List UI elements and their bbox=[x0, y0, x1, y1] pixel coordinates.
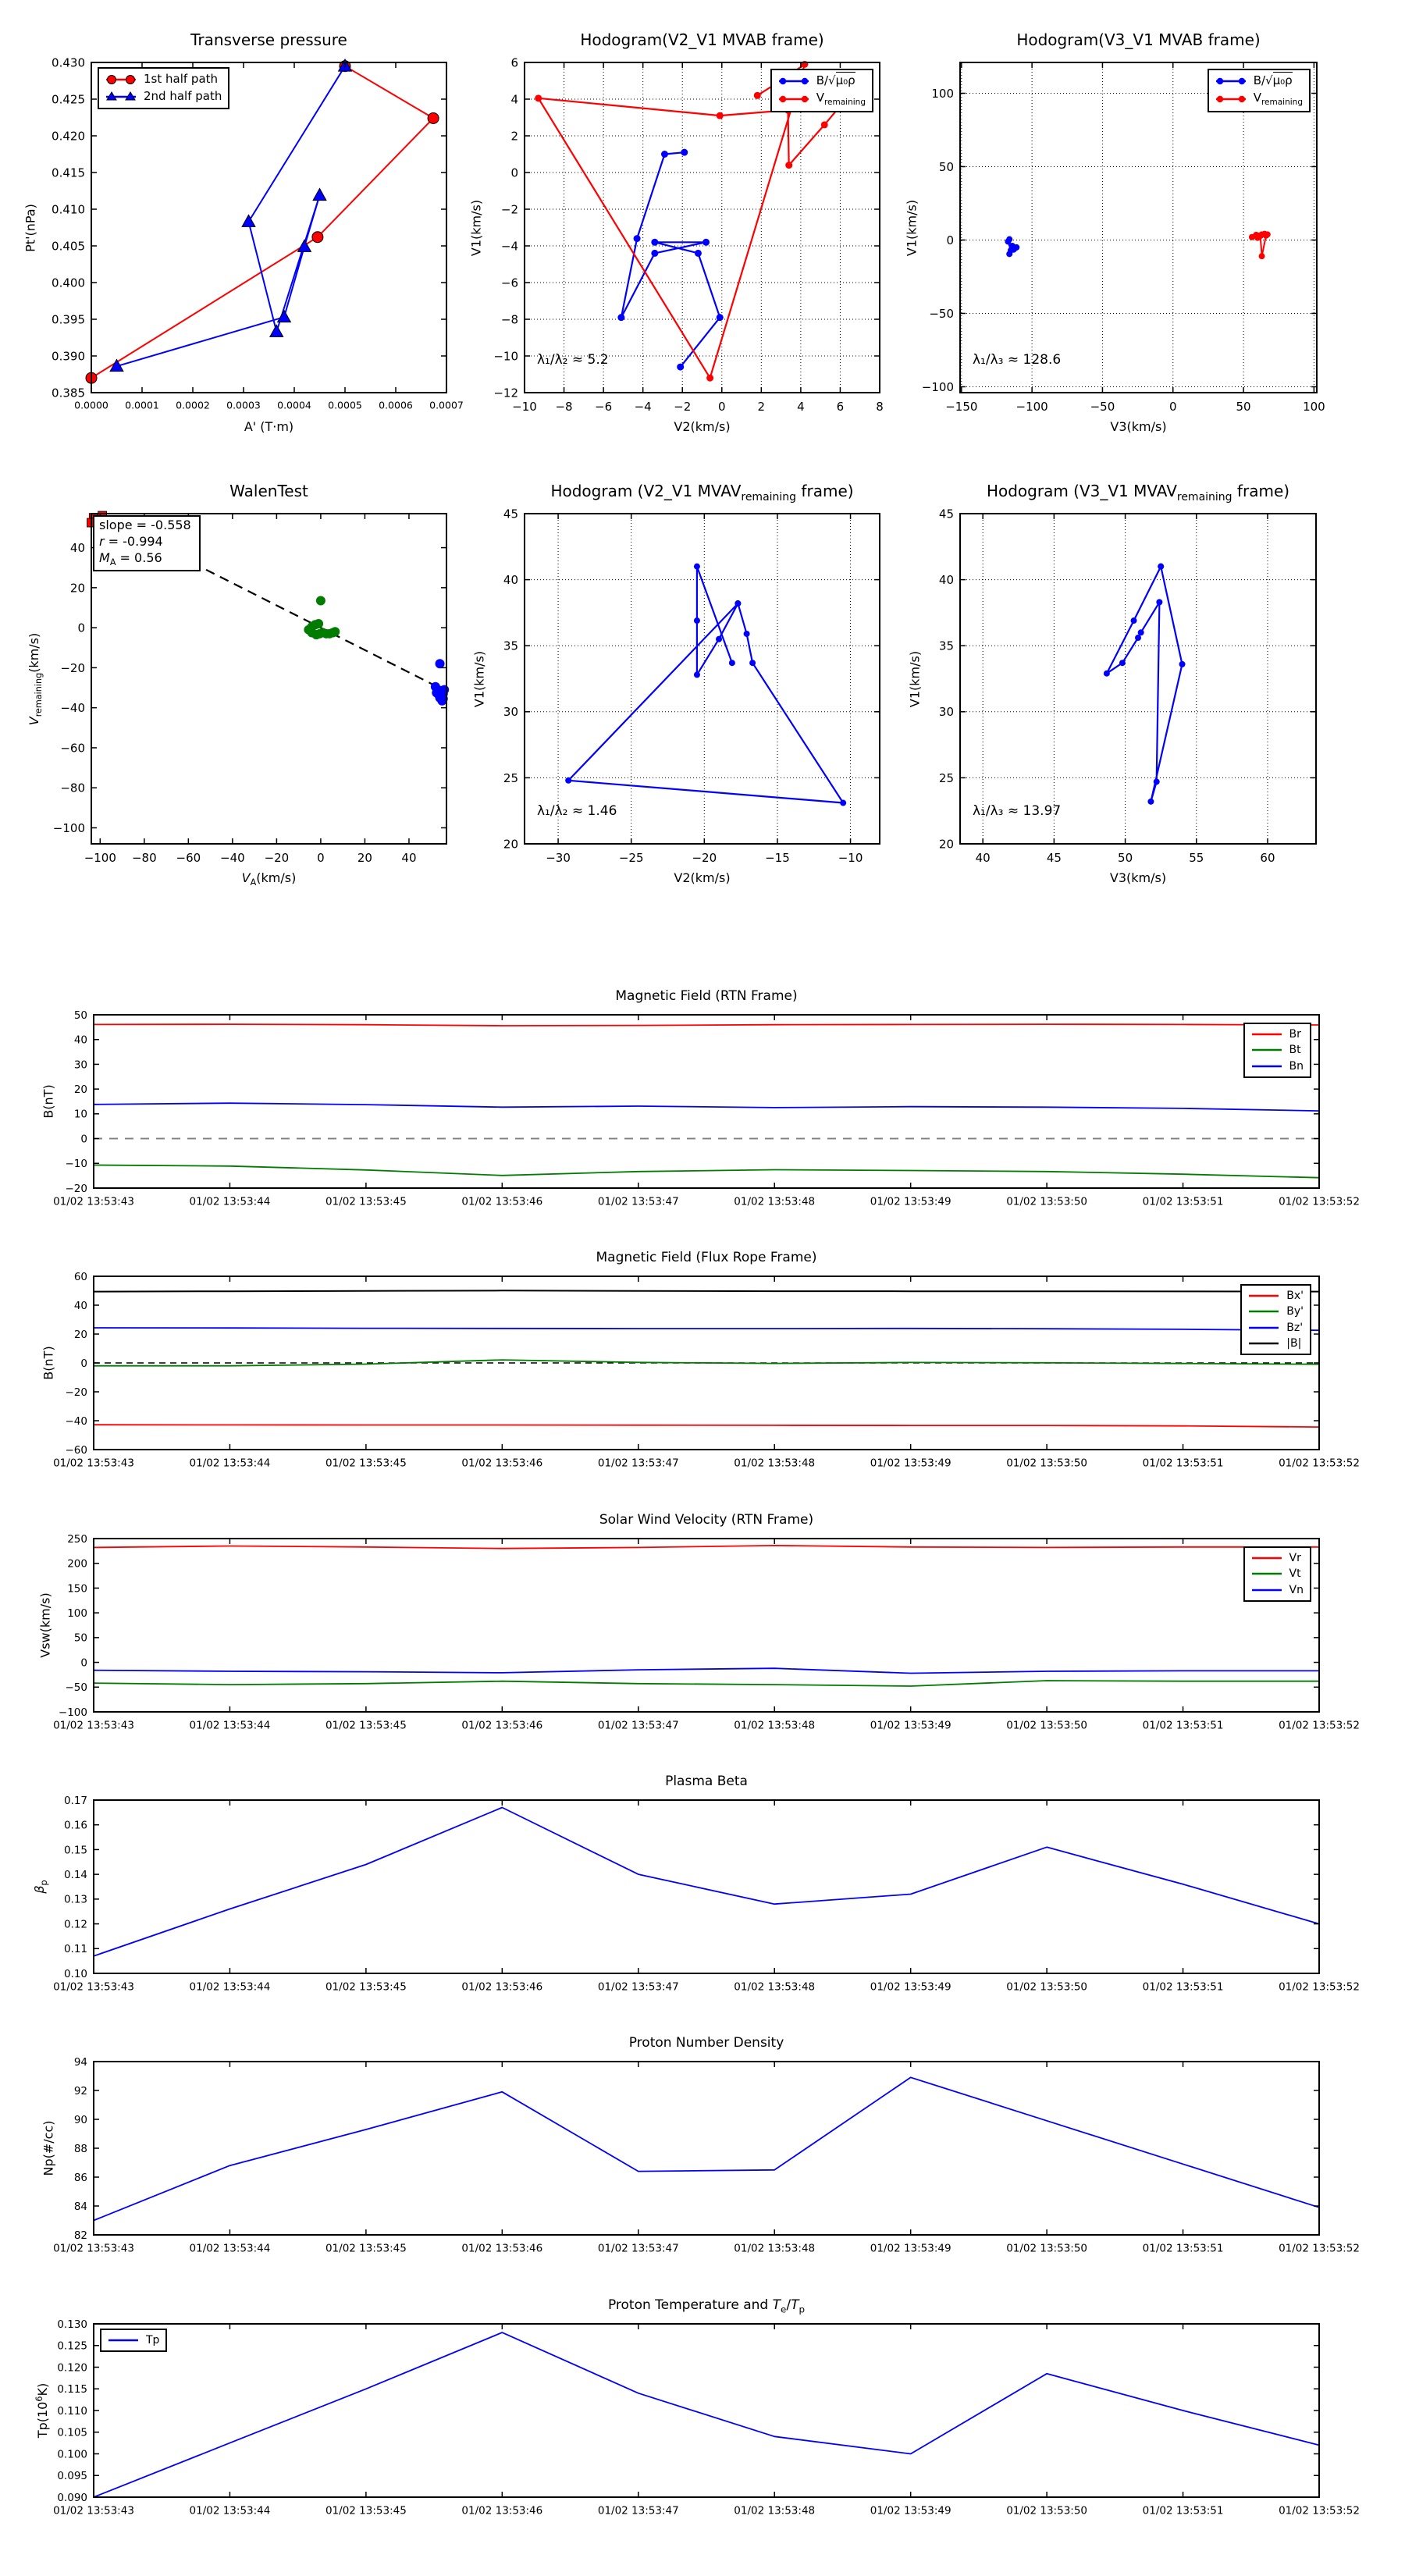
svg-text:01/02 13:53:51: 01/02 13:53:51 bbox=[1142, 1980, 1224, 1994]
hodogram-v2v1-mvab-legend-label-0: B/√μ₀ρ bbox=[816, 73, 855, 87]
hodogram-v3v1-mvab-legend-entry-1 bbox=[1214, 90, 1303, 109]
svg-text:60: 60 bbox=[73, 1270, 87, 1283]
hodogram-v2v1-mvab-xlabel: V2(km/s) bbox=[674, 419, 731, 434]
svg-text:01/02 13:53:47: 01/02 13:53:47 bbox=[597, 1457, 679, 1470]
svg-text:20: 20 bbox=[357, 851, 372, 865]
svg-text:150: 150 bbox=[67, 1582, 87, 1596]
svg-text:01/02 13:53:49: 01/02 13:53:49 bbox=[870, 2242, 951, 2255]
svg-text:01/02 13:53:50: 01/02 13:53:50 bbox=[1006, 2504, 1088, 2517]
hodogram-v2v1-mvab-title: Hodogram(V2_V1 MVAB frame) bbox=[580, 30, 824, 49]
magnetic-field-fluxrope-legend-entry-1 bbox=[1247, 1304, 1304, 1319]
transverse-pressure-legend bbox=[98, 67, 229, 109]
svg-text:01/02 13:53:51: 01/02 13:53:51 bbox=[1142, 1719, 1224, 1732]
svg-text:01/02 13:53:43: 01/02 13:53:43 bbox=[53, 1457, 134, 1470]
svg-text:01/02 13:53:48: 01/02 13:53:48 bbox=[734, 2504, 816, 2517]
svg-text:01/02 13:53:51: 01/02 13:53:51 bbox=[1142, 2242, 1224, 2255]
svg-text:−30: −30 bbox=[546, 851, 571, 865]
svg-text:0.385: 0.385 bbox=[52, 386, 85, 400]
hodogram-v3v1-mvav-annotation-0: λ₁/λ₃ ≈ 13.97 bbox=[973, 803, 1062, 819]
svg-text:01/02 13:53:48: 01/02 13:53:48 bbox=[734, 1195, 816, 1208]
svg-text:01/02 13:53:45: 01/02 13:53:45 bbox=[325, 1980, 407, 1994]
svg-text:−6: −6 bbox=[500, 276, 518, 290]
magnetic-field-fluxrope-legend-label-2: Bz' bbox=[1286, 1321, 1304, 1334]
svg-text:92: 92 bbox=[73, 2084, 87, 2097]
svg-text:01/02 13:53:48: 01/02 13:53:48 bbox=[734, 1980, 816, 1994]
svg-text:0.12: 0.12 bbox=[63, 1918, 87, 1931]
magnetic-field-rtn-legend-label-2: Bn bbox=[1289, 1059, 1304, 1073]
svg-text:01/02 13:53:49: 01/02 13:53:49 bbox=[870, 1719, 951, 1732]
transverse-pressure-plot bbox=[52, 55, 464, 411]
svg-text:01/02 13:53:50: 01/02 13:53:50 bbox=[1006, 2242, 1088, 2255]
svg-text:−100: −100 bbox=[52, 820, 85, 835]
proton-number-density-plot bbox=[53, 2056, 1360, 2255]
solar-wind-velocity-legend-label-0: Vr bbox=[1289, 1552, 1301, 1564]
svg-text:0.17: 0.17 bbox=[63, 1794, 87, 1807]
svg-text:0.115: 0.115 bbox=[57, 2383, 87, 2396]
svg-text:01/02 13:53:50: 01/02 13:53:50 bbox=[1006, 1980, 1088, 1994]
magnetic-field-fluxrope-legend-label-3: |B| bbox=[1286, 1336, 1302, 1350]
svg-text:0: 0 bbox=[80, 1656, 87, 1670]
svg-text:94: 94 bbox=[73, 2055, 87, 2069]
hodogram-v3v1-mvav-ylabel: V1(km/s) bbox=[907, 650, 923, 707]
walen-test-ylabel: $V_{remaining}(km/s)$ bbox=[26, 632, 44, 725]
svg-text:01/02 13:53:45: 01/02 13:53:45 bbox=[325, 1195, 407, 1208]
svg-text:01/02 13:53:46: 01/02 13:53:46 bbox=[461, 2242, 543, 2255]
svg-text:0: 0 bbox=[77, 621, 85, 635]
svg-text:−60: −60 bbox=[60, 741, 85, 756]
svg-text:01/02 13:53:45: 01/02 13:53:45 bbox=[325, 1719, 407, 1732]
svg-text:−6: −6 bbox=[595, 400, 613, 414]
svg-text:−150: −150 bbox=[945, 400, 978, 414]
svg-text:01/02 13:53:44: 01/02 13:53:44 bbox=[189, 1195, 271, 1208]
svg-text:35: 35 bbox=[938, 639, 954, 653]
svg-text:01/02 13:53:48: 01/02 13:53:48 bbox=[734, 2242, 816, 2255]
svg-text:01/02 13:53:49: 01/02 13:53:49 bbox=[870, 1457, 951, 1470]
svg-text:01/02 13:53:44: 01/02 13:53:44 bbox=[189, 2242, 271, 2255]
svg-text:−4: −4 bbox=[634, 400, 652, 414]
walen-test-title: WalenTest bbox=[229, 482, 308, 500]
svg-text:30: 30 bbox=[503, 705, 518, 720]
svg-text:01/02 13:53:47: 01/02 13:53:47 bbox=[597, 1195, 679, 1208]
svg-text:−20: −20 bbox=[60, 660, 85, 675]
svg-text:40: 40 bbox=[975, 851, 991, 865]
svg-text:−50: −50 bbox=[929, 306, 954, 321]
solar-wind-velocity-legend bbox=[1243, 1546, 1311, 1602]
svg-text:30: 30 bbox=[938, 705, 954, 720]
magnetic-field-fluxrope-ylabel: B(nT) bbox=[41, 1346, 56, 1380]
svg-text:0.420: 0.420 bbox=[52, 129, 85, 144]
svg-text:−50: −50 bbox=[1090, 400, 1115, 414]
plasma-beta-ylabel: $\beta_p$ bbox=[31, 1880, 50, 1894]
svg-text:−4: −4 bbox=[500, 239, 518, 254]
svg-text:−8: −8 bbox=[555, 400, 573, 414]
svg-text:40: 40 bbox=[69, 540, 85, 555]
proton-temperature-ylabel: $Tp(10^6K)$ bbox=[34, 2382, 51, 2439]
proton-number-density-ylabel: Np(#/cc) bbox=[41, 2120, 56, 2176]
svg-text:01/02 13:53:44: 01/02 13:53:44 bbox=[189, 1457, 271, 1470]
svg-text:0.0000: 0.0000 bbox=[74, 399, 108, 411]
magnetic-field-rtn-legend-entry-2 bbox=[1250, 1059, 1304, 1074]
hodogram-v2v1-mvab-legend-entry-1 bbox=[777, 90, 866, 109]
svg-text:01/02 13:53:44: 01/02 13:53:44 bbox=[189, 1980, 271, 1994]
svg-text:20: 20 bbox=[73, 1328, 87, 1341]
transverse-pressure-title: Transverse pressure bbox=[190, 30, 347, 49]
svg-text:01/02 13:53:52: 01/02 13:53:52 bbox=[1279, 1980, 1360, 1994]
svg-text:200: 200 bbox=[67, 1557, 87, 1571]
svg-text:0.0006: 0.0006 bbox=[379, 399, 413, 411]
svg-text:0.13: 0.13 bbox=[63, 1893, 87, 1906]
hodogram-v2v1-mvav-title: Hodogram (V2_V1 $MVAV_{remaining}$ frame) bbox=[550, 482, 854, 503]
svg-text:45: 45 bbox=[503, 507, 518, 521]
svg-text:01/02 13:53:44: 01/02 13:53:44 bbox=[189, 1719, 271, 1732]
magnetic-field-rtn-plot bbox=[53, 1009, 1360, 1208]
hodogram-v3v1-mvab-title: Hodogram(V3_V1 MVAB frame) bbox=[1016, 30, 1261, 49]
svg-text:01/02 13:53:48: 01/02 13:53:48 bbox=[734, 1457, 816, 1470]
svg-text:88: 88 bbox=[73, 2142, 87, 2155]
svg-text:−100: −100 bbox=[84, 851, 116, 865]
transverse-pressure-legend-entry-0 bbox=[104, 71, 222, 88]
plasma-beta-title: Plasma Beta bbox=[665, 1774, 748, 1790]
svg-text:40: 40 bbox=[503, 573, 518, 587]
svg-text:01/02 13:53:47: 01/02 13:53:47 bbox=[597, 2242, 679, 2255]
svg-text:6: 6 bbox=[836, 400, 845, 414]
hodogram-v3v1-mvab-ylabel: V1(km/s) bbox=[904, 199, 919, 256]
svg-text:0.415: 0.415 bbox=[52, 165, 85, 180]
svg-text:90: 90 bbox=[73, 2113, 87, 2126]
svg-text:60: 60 bbox=[1260, 851, 1275, 865]
svg-text:100: 100 bbox=[1303, 400, 1325, 414]
hodogram-v2v1-mvav-annotation-0: λ₁/λ₂ ≈ 1.46 bbox=[537, 803, 617, 819]
magnetic-field-fluxrope-title: Magnetic Field (Flux Rope Frame) bbox=[596, 1250, 817, 1266]
proton-temperature-legend-label-0: Tp bbox=[146, 2334, 160, 2347]
svg-text:55: 55 bbox=[1189, 851, 1204, 865]
transverse-pressure-ylabel: Pt'(nPa) bbox=[23, 203, 38, 252]
hodogram-v3v1-mvab-legend-entry-0 bbox=[1214, 73, 1303, 90]
magnetic-field-rtn-ylabel: B(nT) bbox=[41, 1084, 56, 1119]
hodogram-v2v1-mvav-xlabel: V2(km/s) bbox=[674, 870, 731, 885]
solar-wind-velocity-legend-entry-2 bbox=[1250, 1582, 1304, 1598]
svg-text:−50: −50 bbox=[65, 1681, 87, 1695]
svg-text:01/02 13:53:49: 01/02 13:53:49 bbox=[870, 2504, 951, 2517]
svg-text:40: 40 bbox=[938, 573, 954, 587]
svg-text:0.0002: 0.0002 bbox=[176, 399, 210, 411]
svg-text:50: 50 bbox=[73, 1631, 87, 1645]
svg-text:−100: −100 bbox=[58, 1706, 87, 1719]
hodogram-v2v1-mvab-legend-label-1: $V_{remaining}$ bbox=[816, 90, 866, 107]
svg-text:40: 40 bbox=[73, 1034, 87, 1047]
magnetic-field-rtn-legend-label-0: Br bbox=[1289, 1028, 1301, 1041]
proton-temperature-legend-entry-0 bbox=[106, 2332, 159, 2348]
svg-text:−25: −25 bbox=[618, 851, 644, 865]
svg-text:45: 45 bbox=[1046, 851, 1062, 865]
svg-text:6: 6 bbox=[510, 55, 518, 70]
solar-wind-velocity-legend-label-1: Vt bbox=[1289, 1567, 1301, 1581]
magnetic-field-fluxrope-legend bbox=[1240, 1284, 1311, 1355]
solar-wind-velocity-legend-entry-1 bbox=[1250, 1566, 1304, 1582]
svg-text:01/02 13:53:45: 01/02 13:53:45 bbox=[325, 1457, 407, 1470]
svg-text:01/02 13:53:51: 01/02 13:53:51 bbox=[1142, 1195, 1224, 1208]
svg-text:01/02 13:53:43: 01/02 13:53:43 bbox=[53, 1719, 134, 1732]
proton-temperature-title: Proton Temperature and $T_e/T_p$ bbox=[607, 2297, 806, 2315]
hodogram-v3v1-mvab-legend-label-1: $V_{remaining}$ bbox=[1253, 90, 1303, 107]
svg-text:20: 20 bbox=[938, 837, 954, 852]
svg-text:50: 50 bbox=[938, 159, 954, 174]
svg-text:−60: −60 bbox=[65, 1443, 87, 1457]
svg-text:0: 0 bbox=[80, 1357, 87, 1370]
svg-text:50: 50 bbox=[1236, 400, 1251, 414]
svg-text:40: 40 bbox=[401, 851, 417, 865]
svg-text:0: 0 bbox=[317, 851, 325, 865]
svg-text:01/02 13:53:46: 01/02 13:53:46 bbox=[461, 1457, 543, 1470]
svg-text:−12: −12 bbox=[493, 386, 518, 400]
svg-text:0.395: 0.395 bbox=[52, 312, 85, 327]
svg-text:−20: −20 bbox=[264, 851, 290, 865]
magnetic-field-fluxrope-legend-entry-3 bbox=[1247, 1336, 1304, 1351]
svg-text:01/02 13:53:49: 01/02 13:53:49 bbox=[870, 1195, 951, 1208]
svg-text:01/02 13:53:47: 01/02 13:53:47 bbox=[597, 1980, 679, 1994]
hodogram-v3v1-mvab-annotation-0: λ₁/λ₃ ≈ 128.6 bbox=[973, 352, 1062, 368]
svg-text:01/02 13:53:47: 01/02 13:53:47 bbox=[597, 1719, 679, 1732]
svg-text:0.425: 0.425 bbox=[52, 92, 85, 107]
svg-text:0.15: 0.15 bbox=[63, 1844, 87, 1857]
proton-number-density-title: Proton Number Density bbox=[628, 2035, 784, 2051]
svg-text:01/02 13:53:50: 01/02 13:53:50 bbox=[1006, 1195, 1088, 1208]
svg-text:100: 100 bbox=[931, 86, 954, 101]
svg-text:45: 45 bbox=[938, 507, 954, 521]
svg-text:2: 2 bbox=[510, 129, 518, 144]
solar-wind-velocity-legend-label-2: Vn bbox=[1289, 1583, 1304, 1596]
transverse-pressure-xlabel: A' (T·m) bbox=[244, 419, 294, 434]
svg-text:0.0001: 0.0001 bbox=[125, 399, 159, 411]
svg-text:0: 0 bbox=[946, 233, 954, 247]
svg-text:0.10: 0.10 bbox=[63, 1967, 87, 1980]
plasma-beta-plot bbox=[53, 1795, 1360, 1994]
svg-text:−15: −15 bbox=[765, 851, 790, 865]
svg-text:01/02 13:53:44: 01/02 13:53:44 bbox=[189, 2504, 271, 2517]
svg-text:82: 82 bbox=[73, 2229, 87, 2242]
svg-text:−60: −60 bbox=[176, 851, 201, 865]
svg-text:−80: −80 bbox=[131, 851, 157, 865]
magnetic-field-rtn-legend-entry-0 bbox=[1250, 1026, 1304, 1042]
svg-text:0.390: 0.390 bbox=[52, 349, 85, 364]
svg-text:01/02 13:53:43: 01/02 13:53:43 bbox=[53, 2504, 134, 2517]
transverse-pressure-legend-label-1: 2nd half path bbox=[144, 88, 222, 103]
svg-text:0.105: 0.105 bbox=[57, 2426, 87, 2439]
svg-text:50: 50 bbox=[73, 1009, 87, 1022]
svg-text:−2: −2 bbox=[500, 202, 518, 217]
svg-text:0.120: 0.120 bbox=[57, 2361, 87, 2375]
svg-text:4: 4 bbox=[510, 92, 518, 107]
solar-wind-velocity-title: Solar Wind Velocity (RTN Frame) bbox=[599, 1512, 814, 1528]
svg-text:01/02 13:53:52: 01/02 13:53:52 bbox=[1279, 1195, 1360, 1208]
svg-text:20: 20 bbox=[73, 1083, 87, 1097]
svg-text:0.16: 0.16 bbox=[63, 1819, 87, 1832]
svg-text:01/02 13:53:43: 01/02 13:53:43 bbox=[53, 2242, 134, 2255]
svg-text:01/02 13:53:52: 01/02 13:53:52 bbox=[1279, 2242, 1360, 2255]
transverse-pressure-legend-label-0: 1st half path bbox=[144, 72, 219, 86]
svg-text:0.130: 0.130 bbox=[57, 2318, 87, 2331]
svg-text:0.090: 0.090 bbox=[57, 2491, 87, 2504]
solar-wind-velocity-ylabel: Vsw(km/s) bbox=[37, 1592, 53, 1658]
svg-text:−2: −2 bbox=[674, 400, 692, 414]
svg-text:01/02 13:53:51: 01/02 13:53:51 bbox=[1142, 1457, 1224, 1470]
svg-text:−100: −100 bbox=[1016, 400, 1048, 414]
svg-text:0: 0 bbox=[510, 165, 518, 180]
svg-text:100: 100 bbox=[67, 1607, 87, 1621]
magnetic-field-fluxrope-legend-label-1: By' bbox=[1286, 1305, 1304, 1318]
svg-text:−80: −80 bbox=[60, 781, 85, 795]
svg-text:20: 20 bbox=[503, 837, 518, 852]
svg-text:30: 30 bbox=[73, 1059, 87, 1072]
svg-text:0.0005: 0.0005 bbox=[328, 399, 362, 411]
magnetic-field-fluxrope-legend-label-0: Bx' bbox=[1286, 1290, 1304, 1302]
solar-wind-velocity-legend-entry-0 bbox=[1250, 1550, 1304, 1566]
svg-text:01/02 13:53:46: 01/02 13:53:46 bbox=[461, 1719, 543, 1732]
svg-text:0.430: 0.430 bbox=[52, 55, 85, 70]
svg-text:01/02 13:53:52: 01/02 13:53:52 bbox=[1279, 1719, 1360, 1732]
hodogram-v2v1-mvav-ylabel: V1(km/s) bbox=[471, 650, 487, 707]
walen-test-infobox: slope = -0.558 r = -0.994 $M_A = 0.56$ bbox=[93, 515, 201, 571]
svg-text:10: 10 bbox=[73, 1108, 87, 1121]
svg-text:50: 50 bbox=[1118, 851, 1133, 865]
svg-text:0: 0 bbox=[718, 400, 726, 414]
svg-text:8: 8 bbox=[876, 400, 884, 414]
svg-text:−10: −10 bbox=[493, 349, 518, 364]
svg-text:0.11: 0.11 bbox=[63, 1943, 87, 1956]
svg-text:−20: −20 bbox=[65, 1386, 87, 1399]
magnetic-field-rtn-legend-label-1: Bt bbox=[1289, 1044, 1301, 1057]
svg-text:01/02 13:53:50: 01/02 13:53:50 bbox=[1006, 1719, 1088, 1732]
magnetic-field-fluxrope-plot bbox=[53, 1271, 1360, 1470]
svg-text:0.0007: 0.0007 bbox=[429, 399, 464, 411]
svg-text:0.400: 0.400 bbox=[52, 276, 85, 290]
svg-text:01/02 13:53:46: 01/02 13:53:46 bbox=[461, 1980, 543, 1994]
hodogram-v3v1-mvab-legend bbox=[1208, 69, 1311, 112]
svg-text:2: 2 bbox=[757, 400, 766, 414]
svg-text:86: 86 bbox=[73, 2171, 87, 2184]
svg-text:01/02 13:53:45: 01/02 13:53:45 bbox=[325, 2242, 407, 2255]
svg-text:−40: −40 bbox=[220, 851, 245, 865]
svg-text:0.410: 0.410 bbox=[52, 202, 85, 217]
hodogram-v2v1-mvab-annotation-0: λ₁/λ₂ ≈ 5.2 bbox=[537, 352, 609, 368]
svg-text:−20: −20 bbox=[65, 1182, 87, 1195]
magnetic-field-fluxrope-legend-entry-0 bbox=[1247, 1288, 1304, 1304]
svg-text:01/02 13:53:49: 01/02 13:53:49 bbox=[870, 1980, 951, 1994]
magnetic-field-rtn-legend bbox=[1243, 1023, 1311, 1078]
svg-text:0: 0 bbox=[80, 1133, 87, 1146]
svg-text:250: 250 bbox=[67, 1532, 87, 1546]
magnetic-field-rtn-title: Magnetic Field (RTN Frame) bbox=[615, 988, 798, 1005]
svg-text:0.14: 0.14 bbox=[63, 1869, 87, 1882]
svg-text:0.405: 0.405 bbox=[52, 239, 85, 254]
svg-text:01/02 13:53:43: 01/02 13:53:43 bbox=[53, 1195, 134, 1208]
svg-text:0: 0 bbox=[1168, 400, 1177, 414]
svg-text:−100: −100 bbox=[921, 379, 954, 394]
proton-temperature-legend bbox=[100, 2329, 167, 2352]
svg-text:−10: −10 bbox=[65, 1158, 87, 1171]
svg-text:01/02 13:53:50: 01/02 13:53:50 bbox=[1006, 1457, 1088, 1470]
svg-text:01/02 13:53:43: 01/02 13:53:43 bbox=[53, 1980, 134, 1994]
walen-test-xlabel: $V_A(km/s)$ bbox=[241, 870, 297, 888]
solar-wind-velocity-plot bbox=[53, 1533, 1360, 1732]
svg-text:−20: −20 bbox=[692, 851, 717, 865]
svg-text:−10: −10 bbox=[838, 851, 863, 865]
svg-text:01/02 13:53:51: 01/02 13:53:51 bbox=[1142, 2504, 1224, 2517]
svg-text:−10: −10 bbox=[512, 400, 537, 414]
hodogram-v2v1-mvab-legend bbox=[770, 69, 873, 112]
svg-text:35: 35 bbox=[503, 639, 518, 653]
svg-text:01/02 13:53:52: 01/02 13:53:52 bbox=[1279, 1457, 1360, 1470]
svg-text:0.110: 0.110 bbox=[57, 2404, 87, 2418]
hodogram-v3v1-mvab-xlabel: V3(km/s) bbox=[1110, 419, 1167, 434]
svg-text:01/02 13:53:46: 01/02 13:53:46 bbox=[461, 1195, 543, 1208]
svg-text:01/02 13:53:45: 01/02 13:53:45 bbox=[325, 2504, 407, 2517]
svg-text:0.100: 0.100 bbox=[57, 2448, 87, 2461]
proton-temperature-plot bbox=[53, 2318, 1360, 2517]
svg-text:0.095: 0.095 bbox=[57, 2470, 87, 2483]
hodogram-v3v1-mvab-legend-label-0: B/√μ₀ρ bbox=[1253, 73, 1293, 87]
hodogram-v2v1-mvab-ylabel: V1(km/s) bbox=[468, 199, 484, 256]
svg-text:−40: −40 bbox=[60, 701, 85, 716]
svg-text:40: 40 bbox=[73, 1299, 87, 1312]
svg-text:0.0004: 0.0004 bbox=[277, 399, 311, 411]
svg-text:01/02 13:53:48: 01/02 13:53:48 bbox=[734, 1719, 816, 1732]
magnetic-field-rtn-legend-entry-1 bbox=[1250, 1042, 1304, 1058]
svg-text:4: 4 bbox=[797, 400, 805, 414]
svg-text:01/02 13:53:47: 01/02 13:53:47 bbox=[597, 2504, 679, 2517]
svg-text:0.0003: 0.0003 bbox=[226, 399, 261, 411]
svg-text:20: 20 bbox=[69, 581, 85, 596]
svg-text:01/02 13:53:46: 01/02 13:53:46 bbox=[461, 2504, 543, 2517]
svg-text:25: 25 bbox=[938, 770, 954, 785]
svg-text:−40: −40 bbox=[65, 1414, 87, 1428]
svg-text:0.125: 0.125 bbox=[57, 2339, 87, 2353]
svg-text:01/02 13:53:52: 01/02 13:53:52 bbox=[1279, 2504, 1360, 2517]
hodogram-v3v1-mvav-title: Hodogram (V3_V1 $MVAV_{remaining}$ frame) bbox=[986, 482, 1290, 503]
transverse-pressure-legend-entry-1 bbox=[104, 88, 222, 105]
svg-text:84: 84 bbox=[73, 2200, 87, 2213]
svg-text:25: 25 bbox=[503, 770, 518, 785]
hodogram-v2v1-mvab-legend-entry-0 bbox=[777, 73, 866, 90]
magnetic-field-fluxrope-legend-entry-2 bbox=[1247, 1320, 1304, 1336]
svg-text:−8: −8 bbox=[500, 312, 518, 327]
hodogram-v3v1-mvav-xlabel: V3(km/s) bbox=[1109, 870, 1167, 885]
